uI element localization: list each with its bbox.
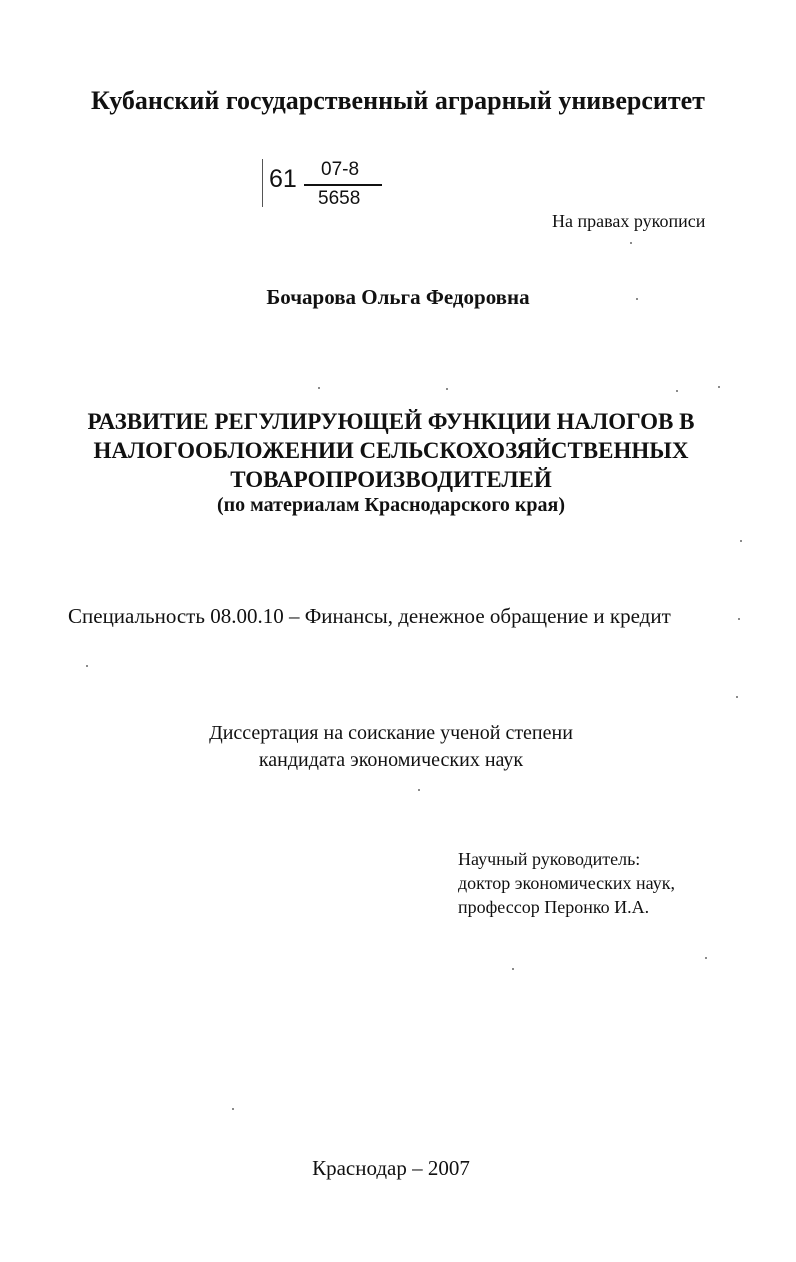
scan-speck [318,387,320,389]
degree-line: кандидата экономических наук [258,749,524,771]
scan-speck [86,665,88,667]
university-name: Кубанский государственный аграрный университет [91,86,705,115]
supervisor-line: профессор Перонко И.А. [458,897,650,917]
specialty: Специальность 08.00.10 – Финансы, денежное обращение и кредит [68,604,671,628]
supervisor-line: Научный руководитель: [458,849,641,869]
rights-note: На правах рукописи [552,211,706,231]
title-line: НАЛОГООБЛОЖЕНИИ СЕЛЬСКОХОЗЯЙСТВЕННЫХ [93,438,689,463]
scan-speck [740,540,742,542]
scan-speck [446,388,448,390]
stamp-bottom-code: 5658 [318,188,361,209]
supervisor-line: доктор экономических наук, [458,873,675,893]
scan-speck [718,386,720,388]
author-name: Бочарова Ольга Федоровна [266,285,530,309]
scan-speck [418,789,420,791]
scan-speck [738,618,740,620]
scan-speck [512,968,514,970]
scan-speck [736,696,738,698]
dissertation-title [0,407,782,494]
stamp-fraction-line [304,184,382,186]
stamp-bar [262,159,263,207]
supervisor-block [458,847,675,919]
degree-statement [0,720,782,774]
degree-line: Диссертация на соискание ученой степени [209,722,573,744]
scan-speck [676,390,678,392]
title-line: ТОВАРОПРОИЗВОДИТЕЛЕЙ [230,467,552,492]
scan-speck [232,1108,234,1110]
stamp-number: 61 [269,165,297,193]
title-subtitle: (по материалам Краснодарского края) [216,494,566,516]
city-year: Краснодар – 2007 [312,1156,470,1180]
scan-speck [705,957,707,959]
scan-speck [636,298,638,300]
library-stamp [258,155,398,215]
title-line: РАЗВИТИЕ РЕГУЛИРУЮЩЕЙ ФУНКЦИИ НАЛОГОВ В [87,409,695,434]
stamp-top-code: 07-8 [321,159,360,180]
scan-speck [630,242,632,244]
